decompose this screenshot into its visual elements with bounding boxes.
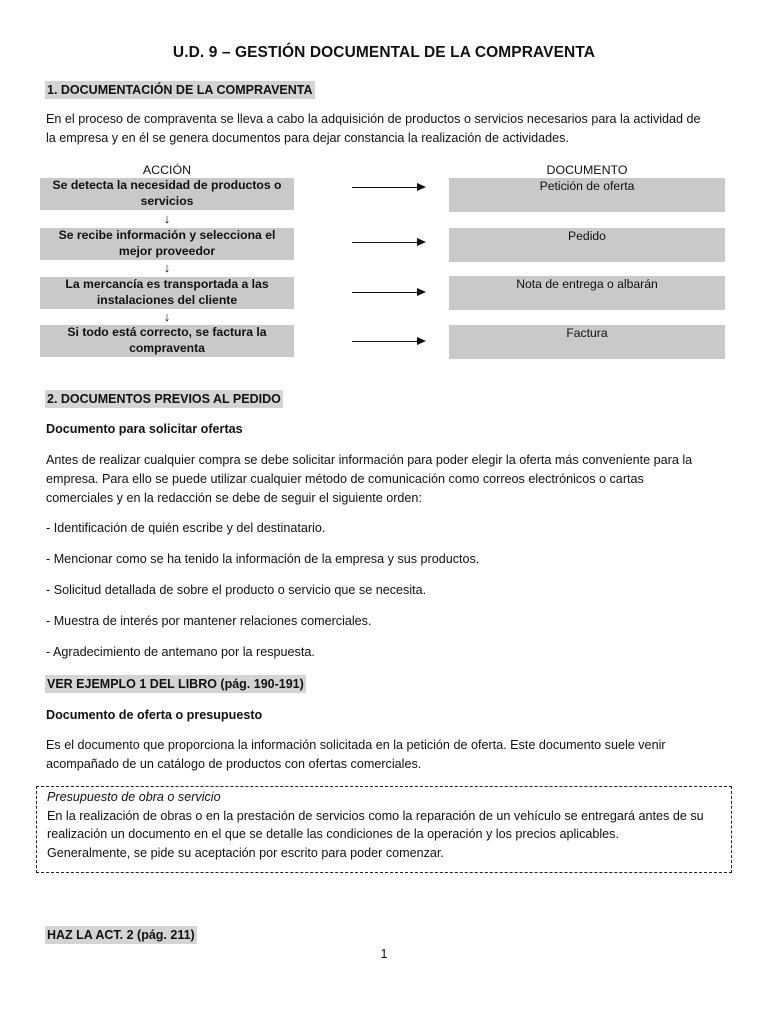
- example-reference: VER EJEMPLO 1 DEL LIBRO (pág. 190-191): [47, 677, 304, 691]
- action-box-1: [40, 178, 294, 210]
- activity-reference: HAZ LA ACT. 2 (pág. 211): [47, 928, 195, 942]
- section-1-intro: [46, 110, 726, 148]
- subheading-offer-document: Documento de oferta o presupuesto: [46, 708, 263, 722]
- paragraph-line: comerciales y en la redacción se debe de seguir el siguiente orden:: [46, 491, 422, 505]
- action-line: servicios: [140, 193, 194, 208]
- intro-line-2: la empresa y en él se genera documentos para dejar constancia la realización de actividades.: [46, 131, 569, 145]
- down-arrow-icon: ↓: [163, 260, 171, 275]
- bullet-item: - Mencionar como se ha tenido la información de la empresa y sus productos.: [46, 552, 480, 566]
- paragraph-line: acompañado de un catálogo de productos con ofertas comerciales.: [46, 757, 422, 771]
- budget-note-box: [36, 786, 732, 873]
- bullet-item: - Agradecimiento de antemano por la respuesta.: [46, 645, 315, 659]
- right-arrow-icon: [352, 337, 426, 347]
- section-2-paragraph-1: [46, 451, 726, 508]
- note-line: Generalmente, se pide su aceptación por escrito para poder comenzar.: [47, 845, 444, 860]
- paragraph-line: empresa. Para ello se puede utilizar cualquier método de comunicación como correos electrónicos o cartas: [46, 472, 644, 486]
- paragraph-line: Es el documento que proporciona la información solicitada en la petición de oferta. Este documento suele venir: [46, 738, 666, 752]
- right-arrow-icon: [352, 183, 426, 193]
- page-number: 1: [380, 947, 388, 961]
- note-line: En la realización de obras o en la prestación de servicios como la reparación de un vehículo se entregará antes de su: [47, 808, 704, 823]
- note-title: Presupuesto de obra o servicio: [47, 790, 221, 804]
- bullet-item: - Identificación de quién escribe y del destinatario.: [46, 521, 326, 535]
- intro-line-1: En el proceso de compraventa se lleva a cabo la adquisición de productos o servicios necesarios para la actividad de: [46, 112, 701, 126]
- document-box-3: Nota de entrega o albarán: [449, 276, 725, 310]
- action-line: mejor proveedor: [118, 243, 216, 258]
- down-arrow-icon: ↓: [163, 211, 171, 226]
- action-box-3: [40, 277, 294, 309]
- page-title: U.D. 9 – GESTIÓN DOCUMENTAL DE LA COMPRAVENTA: [172, 44, 596, 61]
- action-line: Se detecta la necesidad de productos o: [52, 178, 282, 192]
- action-line: Se recibe información y selecciona el: [58, 228, 276, 242]
- column-heading-document: DOCUMENTO: [546, 163, 628, 177]
- section-2-paragraph-2: [46, 736, 726, 774]
- action-box-2: [40, 228, 294, 260]
- bullet-item: - Muestra de interés por mantener relaciones comerciales.: [46, 614, 372, 628]
- action-line: instalaciones del cliente: [96, 292, 238, 307]
- right-arrow-icon: [352, 238, 426, 248]
- column-heading-action: ACCIÓN: [142, 163, 192, 177]
- action-line: Si todo está correcto, se factura la: [67, 325, 267, 339]
- paragraph-line: Antes de realizar cualquier compra se debe solicitar información para poder elegir la oferta más conveniente para la: [46, 453, 693, 467]
- action-line: compraventa: [129, 340, 205, 355]
- section-2-heading: 2. DOCUMENTOS PREVIOS AL PEDIDO: [47, 392, 281, 406]
- action-line: La mercancía es transportada a las: [65, 277, 269, 291]
- bullet-item: - Solicitud detallada de sobre el producto o servicio que se necesita.: [46, 583, 427, 597]
- document-box-2: Pedido: [449, 228, 725, 262]
- section-1-heading: 1. DOCUMENTACIÓN DE LA COMPRAVENTA: [47, 83, 313, 97]
- down-arrow-icon: ↓: [163, 309, 171, 324]
- action-box-4: [40, 325, 294, 357]
- right-arrow-icon: [352, 288, 426, 298]
- document-box-4: Factura: [449, 325, 725, 359]
- document-box-1: Petición de oferta: [449, 178, 725, 212]
- note-line: realización un documento en el que se detalle las condiciones de la operación y los precios aplicables.: [47, 827, 619, 841]
- subheading-request-offers: Documento para solicitar ofertas: [46, 422, 243, 436]
